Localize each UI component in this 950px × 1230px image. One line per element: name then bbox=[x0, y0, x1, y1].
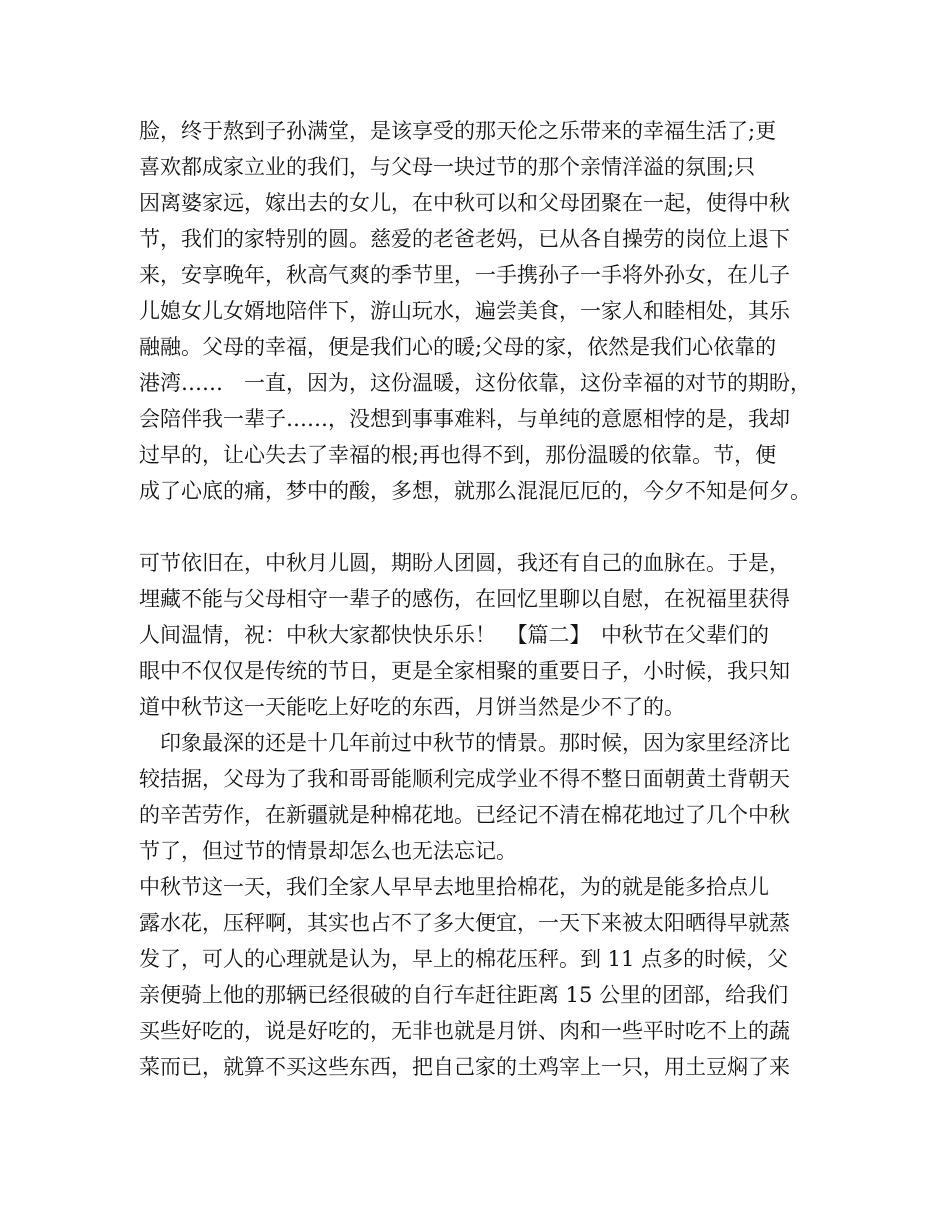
text-line: 会陪伴我一辈子……，没想到事事难料，与单纯的意愿相悖的是，我却 bbox=[139, 407, 790, 431]
text-line: 菜而已，就算不买这些东西，把自己家的土鸡宰上一只，用土豆焖了来 bbox=[139, 1055, 790, 1079]
text-line: 埋藏不能与父母相守一辈子的感伤，在回忆里聊以自慰，在祝福里获得 bbox=[139, 587, 790, 611]
text-line: 较拮据，父母为了我和哥哥能顺利完成学业不得不整日面朝黄土背朝天 bbox=[139, 767, 790, 791]
text-line: 的辛苦劳作，在新疆就是种棉花地。已经记不清在棉花地过了几个中秋 bbox=[139, 803, 790, 827]
text-line: 人间温情，祝：中秋大家都快快乐乐！ 【篇二】 中秋节在父辈们的 bbox=[139, 623, 769, 647]
text-line: 过早的，让心失去了幸福的根;再也得不到，那份温暖的依靠。节，便 bbox=[139, 443, 777, 467]
text-line: 来，安享晚年，秋高气爽的季节里，一手携孙子一手将外孙女，在儿子 bbox=[139, 263, 790, 287]
text-line: 节，我们的家特别的圆。慈爱的老爸老妈，已从各自操劳的岗位上退下 bbox=[139, 227, 790, 251]
text-line: 喜欢都成家立业的我们，与父母一块过节的那个亲情洋溢的氛围;只 bbox=[139, 155, 756, 179]
text-line: 中秋节这一天，我们全家人早早去地里拾棉花，为的就是能多拾点儿 bbox=[139, 875, 769, 899]
text-line: 道中秋节这一天能吃上好吃的东西，月饼当然是少不了的。 bbox=[139, 695, 685, 719]
text-line: 买些好吃的，说是好吃的，无非也就是月饼、肉和一些平时吃不上的蔬 bbox=[139, 1019, 790, 1043]
text-line: 可节依旧在，中秋月儿圆，期盼人团圆，我还有自己的血脉在。于是， bbox=[139, 551, 790, 575]
text-line: 节了，但过节的情景却怎么也无法忘记。 bbox=[139, 839, 517, 863]
text-line: 发了，可人的心理就是认为，早上的棉花压秤。到 11 点多的时候，父 bbox=[139, 947, 789, 971]
text-line: 儿媳女儿女婿地陪伴下，游山玩水，遍尝美食，一家人和睦相处，其乐 bbox=[139, 299, 790, 323]
text-line: 因离婆家远，嫁出去的女儿，在中秋可以和父母团聚在一起，使得中秋 bbox=[139, 191, 790, 215]
paragraph-gap bbox=[139, 509, 829, 545]
text-line: 成了心底的痛，梦中的酸，多想，就那么混混厄厄的，今夕不知是何夕。 bbox=[139, 479, 811, 503]
text-line: 脸，终于熬到子孙满堂，是该享受的那天伦之乐带来的幸福生活了;更 bbox=[139, 119, 777, 143]
article-body bbox=[139, 113, 829, 1085]
text-line: 印象最深的还是十几年前过中秋节的情景。那时候，因为家里经济比 bbox=[139, 731, 790, 755]
text-line: 融融。父母的幸福，便是我们心的暖;父母的家，依然是我们心依靠的 bbox=[139, 335, 777, 359]
text-line: 眼中不仅仅是传统的节日，更是全家相聚的重要日子，小时候，我只知 bbox=[139, 659, 790, 683]
text-line: 港湾…… 一直，因为，这份温暖，这份依靠，这份幸福的对节的期盼， bbox=[139, 371, 811, 395]
text-line: 亲便骑上他的那辆已经很破的自行车赶往距离 15 公里的团部，给我们 bbox=[139, 983, 789, 1007]
text-line: 露水花，压秤啊，其实也占不了多大便宜，一天下来被太阳晒得早就蒸 bbox=[139, 911, 790, 935]
